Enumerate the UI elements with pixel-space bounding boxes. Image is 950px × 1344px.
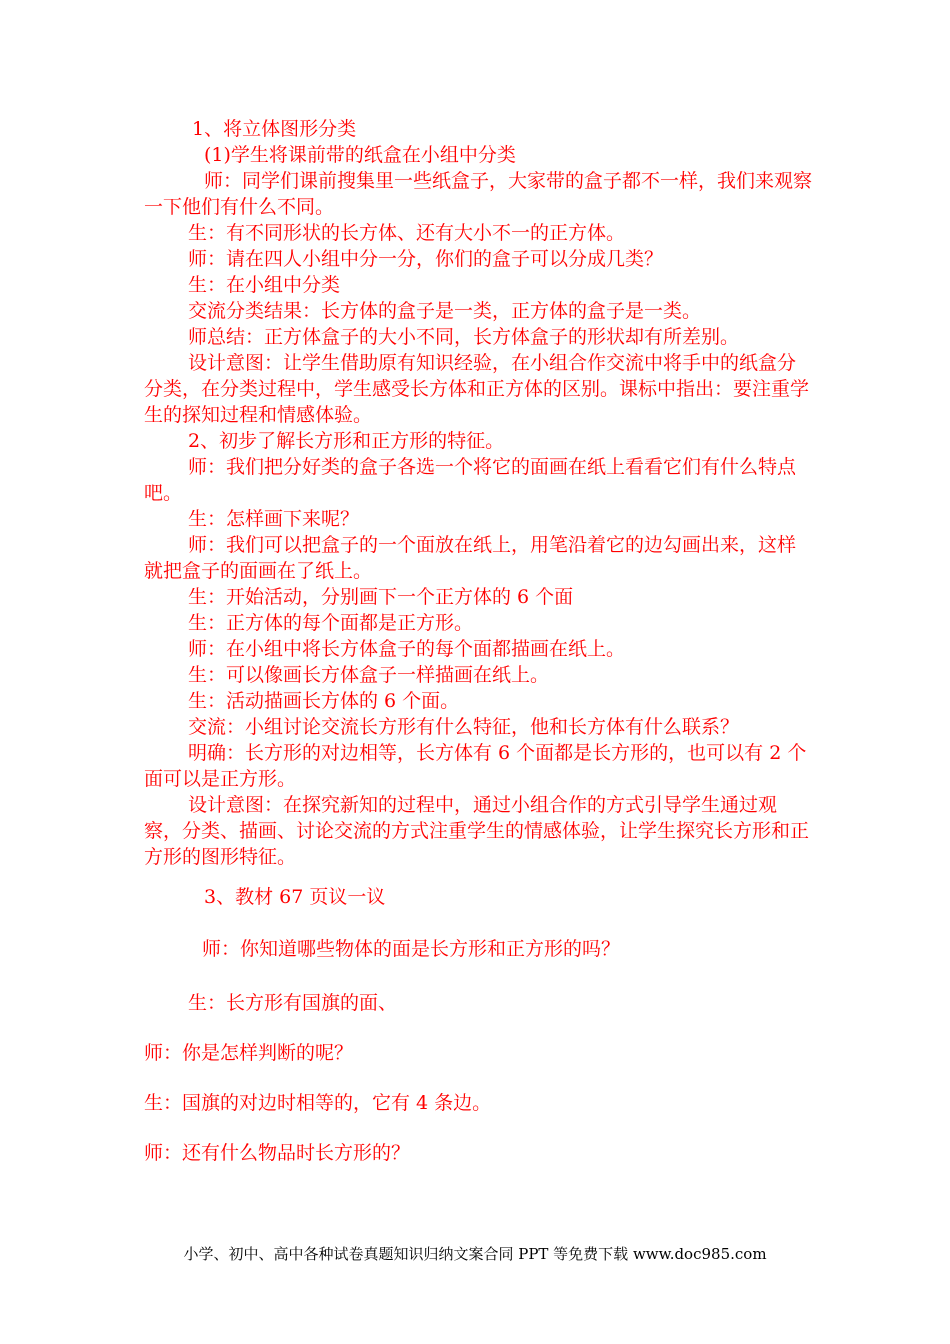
footer-text: 小学、初中、高中各种试卷真题知识归纳文案合同 PPT 等免费下载 www.doc985.com: [183, 1245, 767, 1263]
paragraph: 生：活动描画长方体的 6 个面。: [188, 690, 460, 712]
paragraph: 生：可以像画长方体盒子一样描画在纸上。: [188, 664, 550, 686]
subsection-heading: (1)学生将课前带的纸盒在小组中分类: [204, 144, 516, 166]
paragraph: 师：同学们课前搜集里一些纸盒子，大家带的盒子都不一样，我们来观察一下他们有什么不同。: [144, 170, 813, 218]
paragraph: 师：还有什么物品时长方形的？: [144, 1142, 411, 1164]
design-intent-paragraph: 设计意图：在探究新知的过程中，通过小组合作的方式引导学生通过观察，分类、描画、讨论交流的方式注重学生的情感体验，让学生探究长方形和正方形的图形特征。: [144, 794, 810, 868]
design-intent-paragraph: 设计意图：让学生借助原有知识经验，在小组合作交流中将手中的纸盒分分类，在分类过程中，学生感受长方体和正方体的区别。课标中指出：要注重学生的探知过程和情感体验。: [144, 352, 810, 426]
paragraph: 师：在小组中将长方体盒子的每个面都描画在纸上。: [188, 638, 626, 660]
paragraph: 师：我们可以把盒子的一个面放在纸上，用笔沿着它的边勾画出来，这样就把盒子的面画在了纸上。: [144, 534, 797, 582]
paragraph: 师：我们把分好类的盒子各选一个将它的面画在纸上看看它们有什么特点吧。: [144, 456, 797, 504]
paragraph: 交流：小组讨论交流长方形有什么特征，他和长方体有什么联系？: [188, 716, 740, 738]
paragraph: 生：有不同形状的长方体、还有大小不一的正方体。: [188, 222, 626, 244]
paragraph: 师：请在四人小组中分一分，你们的盒子可以分成几类？: [188, 248, 664, 270]
section-heading-1: 1、将立体图形分类: [192, 118, 357, 140]
section-heading-2: 2、初步了解长方形和正方形的特征。: [188, 430, 505, 452]
paragraph: 生：长方形有国旗的面、: [188, 992, 398, 1014]
paragraph: 师总结：正方体盒子的大小不同，长方体盒子的形状却有所差别。: [188, 326, 740, 348]
paragraph: 生：在小组中分类: [188, 274, 341, 296]
document-body: [144, 116, 812, 1166]
paragraph: 生：开始活动，分别画下一个正方体的 6 个面: [188, 586, 574, 608]
paragraph: 生：国旗的对边时相等的，它有 4 条边。: [144, 1092, 492, 1114]
paragraph: 师：你是怎样判断的呢？: [144, 1042, 354, 1064]
paragraph: 明确：长方形的对边相等，长方体有 6 个面都是长方形的，也可以有 2 个面可以是正方形。: [144, 742, 807, 790]
paragraph: 生：怎样画下来呢？: [188, 508, 360, 530]
paragraph: 师：你知道哪些物体的面是长方形和正方形的吗？: [202, 938, 621, 960]
paragraph: 交流分类结果：长方体的盒子是一类，正方体的盒子是一类。: [188, 300, 702, 322]
paragraph: 生：正方体的每个面都是正方形。: [188, 612, 474, 634]
section-heading-3: 3、教材 67 页议一议: [204, 886, 386, 908]
